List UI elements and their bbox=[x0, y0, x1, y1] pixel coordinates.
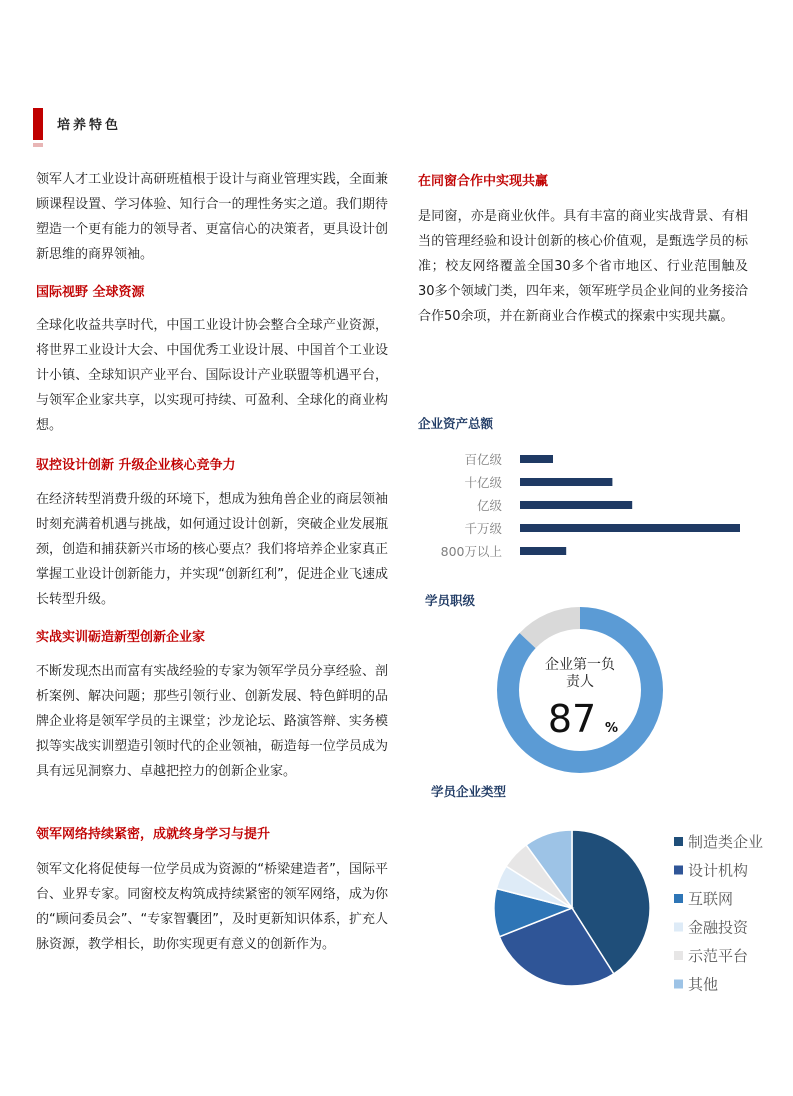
legend-swatch bbox=[674, 923, 683, 932]
right-heading: 在同窗合作中实现共赢 bbox=[418, 174, 549, 189]
chart-title-rank: 学员职级 bbox=[425, 593, 476, 608]
block-body-training: 不断发现杰出而富有实战经验的专家为领军学员分享经验、剖析案例、解决问题；那些引领行业、创新发展、特色鲜明的品牌企业将是领军学员的主课堂；沙龙论坛、路演答辩、实务模拟等实战实训塑造引领时代的企业领袖，砺造每一位学员成为具有远见洞察力、卓越把控力的创新企业家。 bbox=[36, 664, 388, 779]
legend-label: 其他 bbox=[688, 975, 719, 994]
legend-label: 金融投资 bbox=[688, 918, 749, 937]
block-body-global: 全球化收益共享时代，中国工业设计协会整合全球产业资源，将世界工业设计大会、中国优秀工业设计展、中国首个工业设计小镇、全球知识产业平台、国际设计产业联盟等机遇平台，与领军企业家共享，以实现可持续、可盈利、全球化的商业构想。 bbox=[36, 318, 388, 433]
block-heading-global: 国际视野 全球资源 bbox=[36, 285, 145, 300]
right-body: 是同窗，亦是商业伙伴。具有丰富的商业实战背景、有相当的管理经验和设计创新的核心价值观，是甄选学员的标准；校友网络覆盖全国30多个省市地区、行业范围触及30多个领域门类，四年来，领军班学员企业间的业务接洽合作50余项，并在新商业合作模式的探索中实现共赢。 bbox=[418, 209, 748, 324]
bar bbox=[520, 524, 740, 532]
section-marker-underline bbox=[33, 143, 43, 147]
legend-label: 设计机构 bbox=[688, 861, 749, 880]
donut-center-label: 责人 bbox=[566, 674, 594, 690]
block-heading-network: 领军网络持续紧密，成就终身学习与提升 bbox=[36, 827, 271, 842]
chart-title-assets: 企业资产总额 bbox=[418, 416, 494, 431]
legend-label: 示范平台 bbox=[688, 947, 749, 965]
legend-label: 制造类企业 bbox=[688, 833, 764, 851]
donut-center-unit: % bbox=[605, 721, 619, 736]
assets-bar-chart bbox=[418, 448, 758, 568]
bar-category-label: 百亿级 bbox=[464, 452, 502, 467]
block-heading-innovation: 驭控设计创新 升级企业核心竞争力 bbox=[36, 458, 236, 473]
donut-center-value: 87 bbox=[547, 697, 597, 741]
block-body-network: 领军文化将促使每一位学员成为资源的“桥梁建造者”，国际平台、业界专家。同窗校友构筑成持续紧密的领军网络，成为你的“顾问委员会”、“专家智囊团”，及时更新知识体系，扩充人脉资源，教学相长，助你实现更有意义的创新作为。 bbox=[36, 862, 388, 952]
legend-swatch bbox=[674, 980, 683, 989]
chart-title-types: 学员企业类型 bbox=[431, 784, 507, 799]
bar bbox=[520, 478, 612, 486]
section-header bbox=[33, 108, 193, 148]
section-marker-bar bbox=[33, 108, 43, 140]
bar-category-label: 千万级 bbox=[464, 521, 502, 536]
rank-donut-chart bbox=[490, 605, 670, 785]
types-pie-chart bbox=[485, 822, 785, 1002]
block-body-innovation: 在经济转型消费升级的环境下，想成为独角兽企业的商层领袖时刻充满着机遇与挑战，如何通过设计创新，突破企业发展瓶颈，创造和捕获新兴市场的核心要点？我们将培养企业家真正掌握工业设计创新能力，并实现“创新红利”，促进企业飞速成长转型升级。 bbox=[36, 492, 388, 607]
intro-paragraph: 领军人才工业设计高研班植根于设计与商业管理实践，全面兼顾课程设置、学习体验、知行合一的理性务实之道。我们期待塑造一个更有能力的领导者、更富信心的决策者，更具设计创新思维的商界领袖。 bbox=[36, 172, 388, 262]
section-title: 培养特色 bbox=[57, 118, 122, 133]
legend-label: 互联网 bbox=[688, 890, 734, 908]
bar bbox=[520, 455, 553, 463]
block-heading-training: 实战实训砺造新型创新企业家 bbox=[36, 630, 206, 645]
bar bbox=[520, 547, 566, 555]
legend-swatch bbox=[674, 894, 683, 903]
bar bbox=[520, 501, 632, 509]
bar-category-label: 800万以上 bbox=[440, 544, 502, 559]
donut-center-label: 企业第一负 bbox=[545, 657, 615, 673]
legend-swatch bbox=[674, 837, 683, 846]
bar-category-label: 亿级 bbox=[476, 498, 502, 513]
legend-swatch bbox=[674, 866, 683, 875]
bar-category-label: 十亿级 bbox=[464, 475, 502, 490]
legend-swatch bbox=[674, 951, 683, 960]
